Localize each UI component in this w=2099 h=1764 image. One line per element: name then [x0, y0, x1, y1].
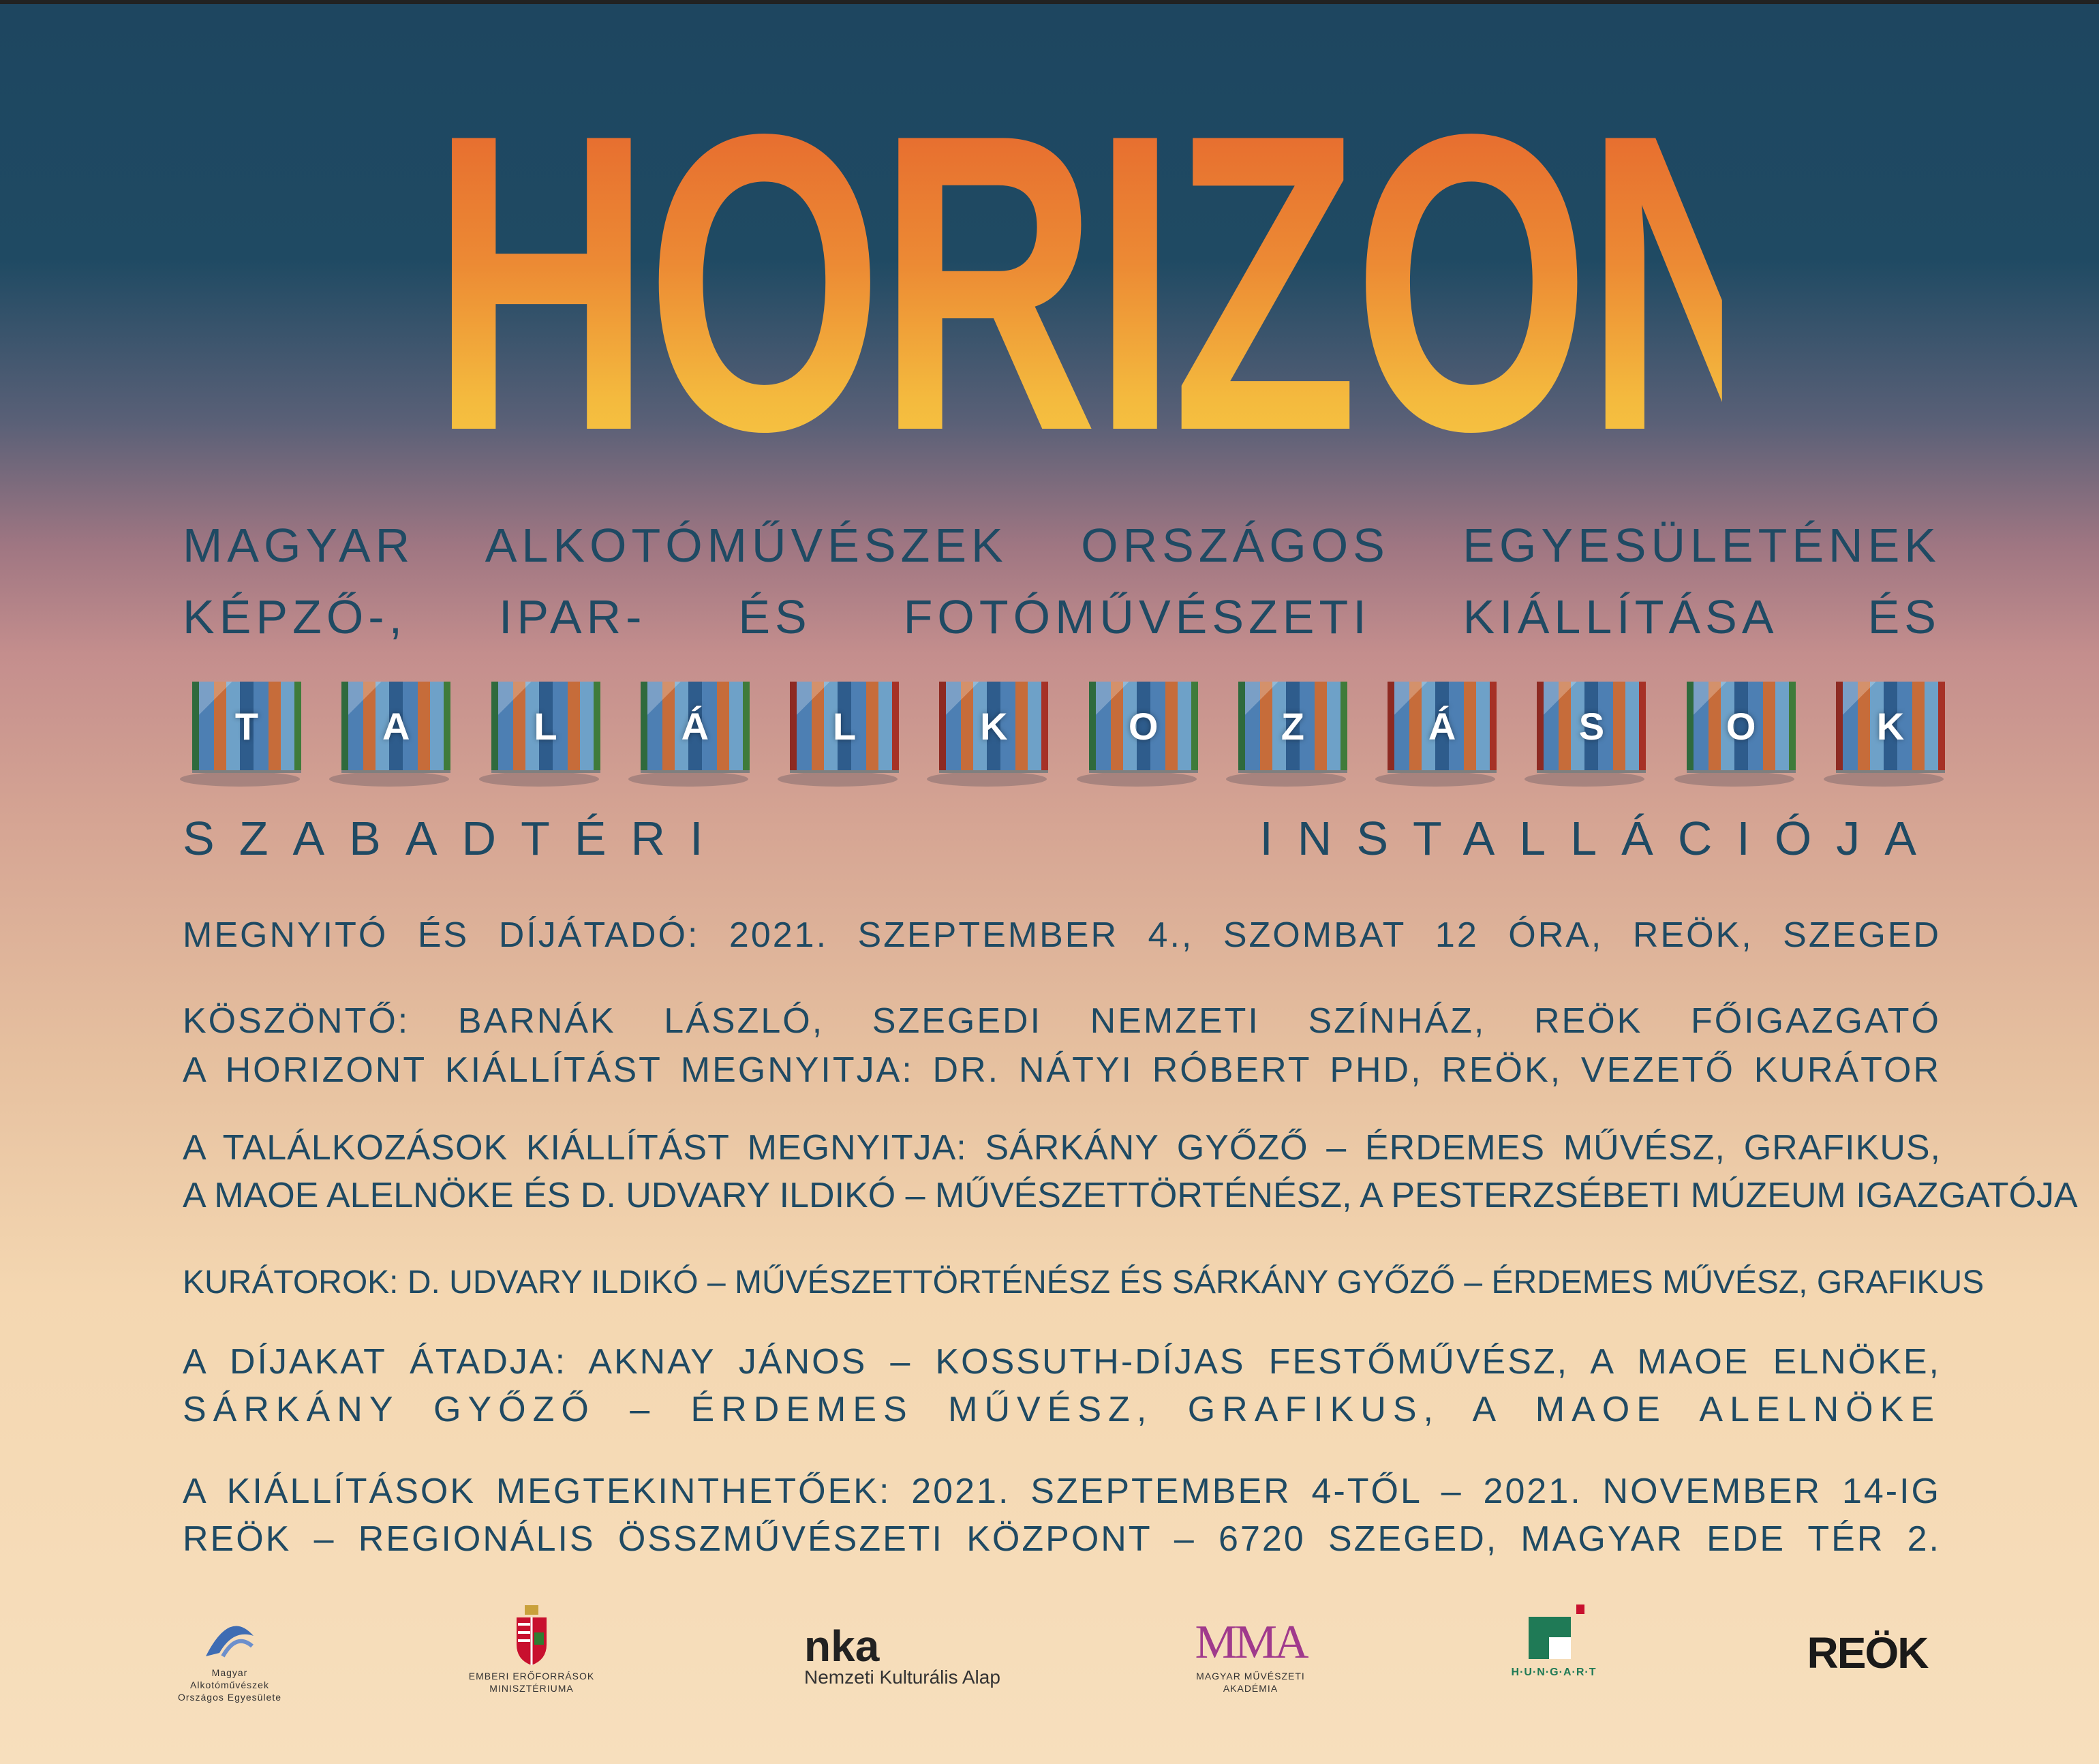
- cube-letter-char: L: [832, 704, 857, 748]
- emmi-caption-1: EMBERI ERŐFORRÁSOK: [468, 1671, 595, 1682]
- talalkozasok-opening-line-1: A TALÁLKOZÁSOK KIÁLLÍTÁST MEGNYITJA: SÁRKÁNY GYŐZŐ – ÉRDEMES MŰVÉSZ, GRAFIKUS,: [183, 1128, 1941, 1168]
- cube-letter: [930, 682, 1044, 782]
- curators-info: KURÁTOROK: D. UDVARY ILDIKÓ – MŰVÉSZETTÖRTÉNÉSZ ÉS SÁRKÁNY GYŐZŐ – ÉRDEMES MŰVÉSZ, GRAFIKUS: [183, 1264, 1985, 1301]
- installation-line: SZABADTÉRI INSTALLÁCIÓJA: [183, 812, 1941, 865]
- hungart-mark: H·U·N·G·A·R·T: [1511, 1667, 1597, 1678]
- awards-line-2: SÁRKÁNY GYŐZŐ – ÉRDEMES MŰVÉSZ, GRAFIKUS, A MAOE ALELNÖKE: [183, 1390, 1941, 1429]
- cube-letter-char: K: [980, 704, 1008, 748]
- cube-letter-char: A: [382, 704, 410, 748]
- cube-shadow: [479, 772, 599, 787]
- cube-shadow: [180, 772, 300, 787]
- cube-shadow: [1525, 772, 1644, 787]
- reok-mark: REÖK: [1807, 1628, 1928, 1677]
- maoe-caption-2: Országos Egyesülete: [177, 1692, 282, 1703]
- greeting-line-1: KÖSZÖNTŐ: BARNÁK LÁSZLÓ, SZEGEDI NEMZETI SZÍNHÁZ, REÖK FŐIGAZGATÓ: [183, 1001, 1941, 1041]
- mma-mark: MMA: [1195, 1616, 1306, 1669]
- maoe-emblem-icon: [199, 1615, 260, 1663]
- talalkozasok-opening-line-2: A MAOE ALELNÖKE ÉS D. UDVARY ILDIKÓ – MŰVÉSZETTÖRTÉNÉSZ, A PESTERZSÉBETI MÚZEUM IGAZGATÓJA: [183, 1176, 2078, 1215]
- nka-mark: nka: [804, 1622, 880, 1671]
- emmi-caption-2: MINISZTÉRIUMA: [489, 1683, 574, 1694]
- cube-letter-char: O: [1128, 704, 1159, 748]
- mma-caption-1: MAGYAR MŰVÉSZETI: [1196, 1671, 1305, 1682]
- cube-shadow: [1375, 772, 1495, 787]
- awards-line-1: A DÍJAKAT ÁTADJA: AKNAY JÁNOS – KOSSUTH-DÍJAS FESTŐMŰVÉSZ, A MAOE ELNÖKE,: [183, 1342, 1941, 1382]
- cube-letter: [1079, 682, 1194, 782]
- cube-letter: [332, 682, 446, 782]
- cube-letter-char: O: [1726, 704, 1756, 748]
- cube-letter-char: Á: [681, 704, 709, 748]
- opening-info: MEGNYITÓ ÉS DÍJÁTADÓ: 2021. SZEPTEMBER 4., SZOMBAT 12 ÓRA, REÖK, SZEGED: [183, 915, 1941, 955]
- hungart-emblem-icon: [1516, 1602, 1591, 1663]
- greeting-line-2: A HORIZONT KIÁLLÍTÁST MEGNYITJA: DR. NÁTYI RÓBERT PHD, REÖK, VEZETŐ KURÁTOR: [183, 1050, 1941, 1090]
- mma-logo: [1189, 1615, 1312, 1694]
- viewing-line-2: REÖK – REGIONÁLIS ÖSSZMŰVÉSZETI KÖZPONT – 6720 SZEGED, MAGYAR EDE TÉR 2.: [183, 1519, 1941, 1559]
- hungart-logo: [1503, 1602, 1605, 1679]
- reok-logo: [1799, 1629, 1935, 1677]
- cube-letter: [183, 682, 297, 782]
- cube-letter: [1378, 682, 1492, 782]
- subtitle-line-1: MAGYAR ALKOTÓMŰVÉSZEK ORSZÁGOS EGYESÜLETÉNEK: [183, 519, 1941, 572]
- cube-letter-char: T: [234, 704, 259, 748]
- cube-letter-char: S: [1578, 704, 1605, 748]
- cube-letter: [1677, 682, 1792, 782]
- cube-shadow: [1077, 772, 1197, 787]
- cube-shadow: [1824, 772, 1944, 787]
- cube-letter-char: L: [534, 704, 557, 748]
- mma-caption-2: AKADÉMIA: [1223, 1683, 1278, 1694]
- cube-letter: [780, 682, 895, 782]
- cube-letter: [1826, 682, 1941, 782]
- cube-shadow: [329, 772, 449, 787]
- talalkozasok-cube-letters: [183, 682, 1941, 791]
- emmi-logo: [450, 1605, 613, 1694]
- cube-letter: [631, 682, 746, 782]
- cube-letter-char: Á: [1428, 704, 1456, 748]
- cube-shadow: [927, 772, 1047, 787]
- cube-letter-char: Z: [1281, 704, 1304, 748]
- nka-caption: Nemzeti Kulturális Alap: [804, 1667, 1000, 1688]
- nka-logo: [804, 1622, 1036, 1688]
- cube-shadow: [1674, 772, 1794, 787]
- cube-letter: [482, 682, 596, 782]
- subtitle-line-2: KÉPZŐ-, IPAR- ÉS FOTÓMŰVÉSZETI KIÁLLÍTÁSA ÉS: [183, 590, 1941, 643]
- maoe-caption-1: Magyar Alkotóművészek: [190, 1667, 269, 1690]
- hungarian-coat-of-arms-icon: [511, 1605, 552, 1667]
- viewing-line-1: A KIÁLLÍTÁSOK MEGTEKINTHETŐEK: 2021. SZEPTEMBER 4-TŐL – 2021. NOVEMBER 14-IG: [183, 1472, 1941, 1511]
- poster-title: HORIZONT: [431, 47, 1981, 519]
- cube-letter: [1229, 682, 1343, 782]
- cube-letter: [1527, 682, 1642, 782]
- cube-letter-char: K: [1876, 704, 1905, 748]
- cube-shadow: [628, 772, 748, 787]
- cube-shadow: [1226, 772, 1346, 787]
- maoe-logo: [172, 1615, 288, 1703]
- cube-shadow: [778, 772, 898, 787]
